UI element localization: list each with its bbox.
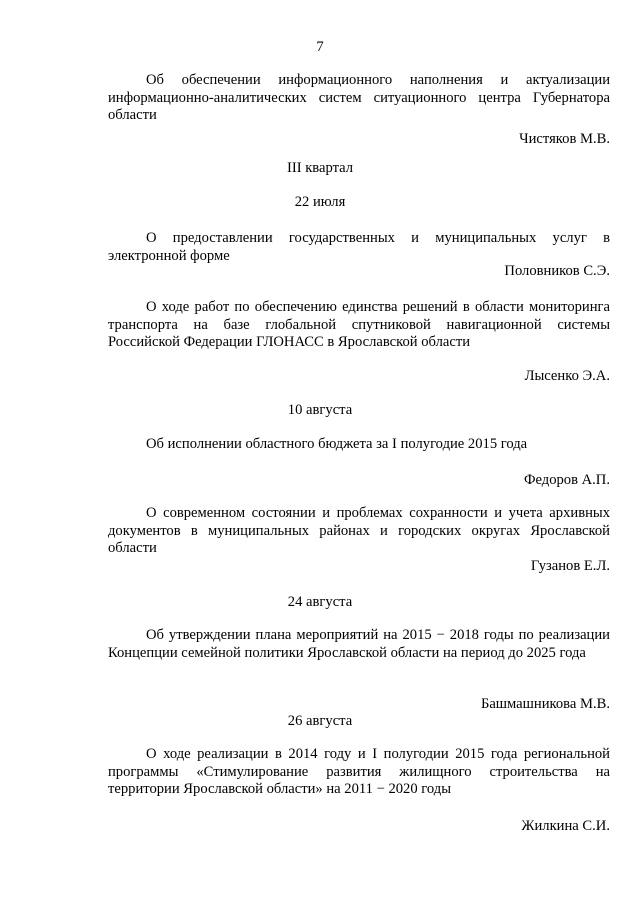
agenda-item-author: Жилкина С.И. bbox=[521, 818, 610, 834]
agenda-item-author: Чистяков М.В. bbox=[519, 131, 610, 147]
agenda-item-text: О предоставлении государственных и муниципальных услуг в электронной форме bbox=[108, 230, 610, 264]
agenda-item bbox=[108, 436, 610, 454]
agenda-item-author: Половников С.Э. bbox=[504, 263, 610, 279]
agenda-item-text: Об утверждении плана мероприятий на 2015 − 2018 годы по реализации Концепции семейной политики Ярославской области на период до 2025 года bbox=[108, 627, 610, 661]
agenda-item-text: Об обеспечении информационного наполнения и актуализации информационно-аналитических систем ситуационного центра Губернатора области bbox=[108, 72, 610, 123]
page-number: 7 bbox=[316, 39, 324, 55]
agenda-item bbox=[108, 230, 610, 265]
agenda-item-author: Лысенко Э.А. bbox=[524, 368, 610, 384]
agenda-item-author: Башмашникова М.В. bbox=[480, 696, 610, 712]
agenda-item bbox=[108, 627, 610, 662]
agenda-item-author: Федоров А.П. bbox=[523, 472, 610, 488]
date-heading: 26 августа bbox=[287, 713, 353, 729]
date-heading: 22 июля bbox=[294, 194, 346, 210]
date-heading: 10 августа bbox=[287, 402, 353, 418]
date-heading: 24 августа bbox=[287, 594, 353, 610]
agenda-item bbox=[108, 746, 610, 799]
agenda-item-text: О современном состоянии и проблемах сохранности и учета архивных документов в муниципальных районах и городских округах Ярославской области bbox=[108, 505, 610, 556]
agenda-item-text: О ходе реализации в 2014 году и I полугодии 2015 года региональной программы «Стимулирование развития жилищного строительства на территории Ярославской области» на 2011 − 2020 годы bbox=[108, 746, 610, 797]
agenda-item-author: Гузанов Е.Л. bbox=[530, 558, 610, 574]
agenda-item bbox=[108, 505, 610, 558]
agenda-item bbox=[108, 299, 610, 352]
agenda-item-text: О ходе работ по обеспечению единства решений в области мониторинга транспорта на базе глобальной спутниковой навигационной системы Российской Федерации ГЛОНАСС в Ярославской области bbox=[108, 299, 610, 350]
agenda-item bbox=[108, 72, 610, 125]
quarter-heading: III квартал bbox=[286, 160, 354, 176]
agenda-item-text: Об исполнении областного бюджета за I полугодие 2015 года bbox=[146, 436, 528, 452]
